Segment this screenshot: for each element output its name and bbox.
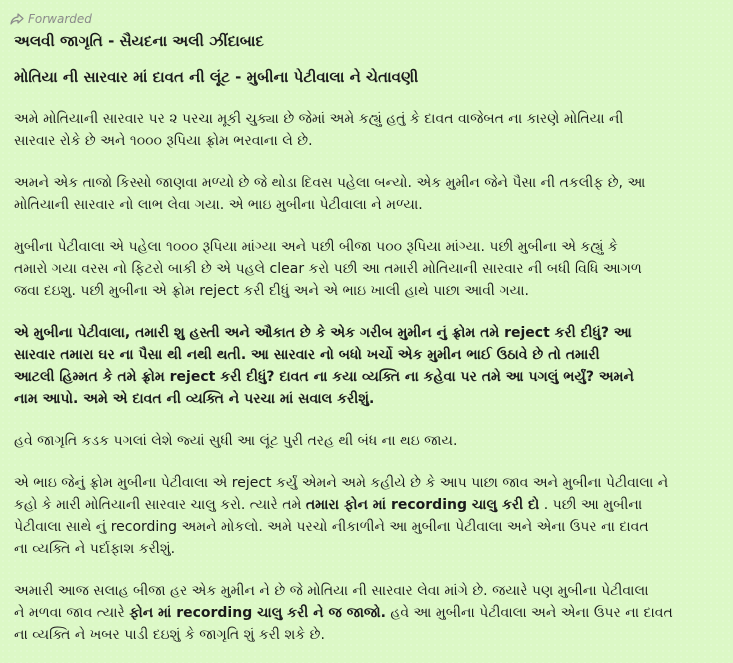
paragraph-3-line: તમારો ગયા વરસ નો ફિટરો બાકી છે એ પહલે clear કરો પછી આ તમારી મોતિયાની સારવાર ની બધી વિધિ આગળ bbox=[14, 261, 642, 277]
paragraph-6-line bbox=[14, 494, 721, 516]
paragraph-1-line: સારવાર રોકે છે અને ૧૦૦૦ રૂપિયા ફ્રોમ ભરવાના લે છે. bbox=[14, 133, 313, 149]
paragraph-3 bbox=[14, 236, 721, 302]
paragraph-7-line bbox=[14, 602, 721, 624]
paragraph-6-text: કહો કે મારી મોતિયાની સારવાર ચાલુ કરો. ત્યારે તમે bbox=[14, 497, 306, 513]
paragraph-6-line: ના વ્યક્તિ ને પર્દાફાશ કરીશું. bbox=[14, 541, 176, 557]
message-title-1: અલવી જાગૃતિ - સૈયદના અલી ઝીંદાબાદ bbox=[14, 32, 264, 50]
message-title-2: મોતિયા ની સારવાર માં દાવત ની લૂંટ - મુબીના પેટીવાલા ને ચેતાવણી bbox=[14, 68, 419, 86]
paragraph-7 bbox=[14, 580, 721, 646]
paragraph-7-line: અમારી આજ સલાહ બીજા હર એક મુમીન ને છે જે મોતિયા ની સારવાર લેવા માંગે છે. જયારે પણ મુબીના પેટીવાલા bbox=[14, 583, 649, 599]
forward-arrow-icon bbox=[10, 13, 24, 25]
paragraph-3-line: જવા દઇશુ. પછી મુબીના એ ફ્રોમ reject કરી દીધું અને એ ભાઇ ખાલી હાથે પાછા આવી ગયા. bbox=[14, 283, 529, 299]
paragraph-6-line: એ ભાઇ જેનું ફ્રોમ મુબીના પેટીવાલા એ reject કર્યું એમને અમે કહીયે છે કે આપ પાછા જાવ અને મુબીના પેટીવાલા ને bbox=[14, 475, 669, 491]
paragraph-4-line: સારવાર તમારા ઘર ના પૈસા થી નથી થતી. આ સારવાર નો બધો ખર્ચો એક મુમીન ભાઈ ઉઠાવે છે તો તમારી bbox=[14, 347, 600, 363]
paragraph-7-text: ને મળવા જાવ ત્યારે bbox=[14, 605, 130, 621]
paragraph-5 bbox=[14, 430, 721, 452]
paragraph-4-line: એ મુબીના પેટીવાલા, તમારી શુ હસ્તી અને ઔકાત છે કે એક ગરીબ મુમીન નું ફ્રોમ તમે reject કરી દીધું? આ bbox=[14, 325, 632, 341]
paragraph-6-text: . પછી આ મુબીના bbox=[539, 497, 643, 513]
forwarded-label: Forwarded bbox=[28, 12, 92, 26]
paragraph-3-line: મુબીના પેટીવાલા એ પહેલા ૧૦૦૦ રૂપિયા માંગ્યા અને પછી બીજા ૫૦૦ રૂપિયા માંગ્યા. પછી મુબીના એ કહ્યું કે bbox=[14, 239, 618, 255]
paragraph-6-line: પેટીવાલા સાથે નું recording અમને મોકલો. અમે પરચો નીકાળીને આ મુબીના પેટીવાલા અને એના ઉપર ના દાવત bbox=[14, 519, 649, 535]
paragraph-7-emphasis: ફોન માં recording ચાલુ કરી ને જ જાજો. bbox=[129, 605, 386, 621]
paragraph-4-line: નામ આપો. અમે એ દાવત ની વ્યક્તિ ને પરચા માં સવાલ કરીશું. bbox=[14, 391, 375, 407]
paragraph-7-text: હવે આ મુબીના પેટીવાલા અને એના ઉપર ના દાવત bbox=[385, 605, 673, 621]
paragraph-2-line: મોતિયાની સારવાર નો લાભ લેવા ગયા. એ ભાઇ મુબીના પેટીવાલા ને મળ્યા. bbox=[14, 197, 423, 213]
forwarded-indicator bbox=[10, 10, 721, 28]
paragraph-7-line: ના વ્યક્તિ ને ખબર પાડી દઇશું કે જાગૃતિ શું કરી શકે છે. bbox=[14, 627, 325, 643]
paragraph-5-line: હવે જાગૃતિ કડક પગલાં લેશે જ્યાં સુધી આ લૂંટ પુરી તરહ થી બંધ ના થઇ જાય. bbox=[14, 433, 458, 449]
paragraph-1 bbox=[14, 108, 721, 152]
paragraph-6 bbox=[14, 472, 721, 560]
paragraph-6-emphasis: તમારા ફોન માં recording ચાલુ કરી દો bbox=[305, 497, 540, 513]
paragraph-2-line: અમને એક તાજો કિસ્સો જાણવા મળ્યો છે જે થોડા દિવસ પહેલા બન્યો. એક મુમીન જેને પૈસા ની તકલીફ છે, આ bbox=[14, 175, 646, 191]
paragraph-4 bbox=[14, 322, 721, 410]
paragraph-4-line: આટલી હિમ્મત કે તમે ફ્રોમ reject કરી દીધું? દાવત ના કયા વ્યક્તિ ના કહેવા પર તમે આ પગલું ભર્યું? અમને bbox=[14, 369, 634, 385]
paragraph-2 bbox=[14, 172, 721, 216]
paragraph-1-line: અમે મોતિયાની સારવાર પર ૨ પરચા મૂકી ચુક્યા છે જેમાં અમે કહ્યું હતું કે દાવત વાજેબત ના કારણે મોતિયા ની bbox=[14, 111, 624, 127]
